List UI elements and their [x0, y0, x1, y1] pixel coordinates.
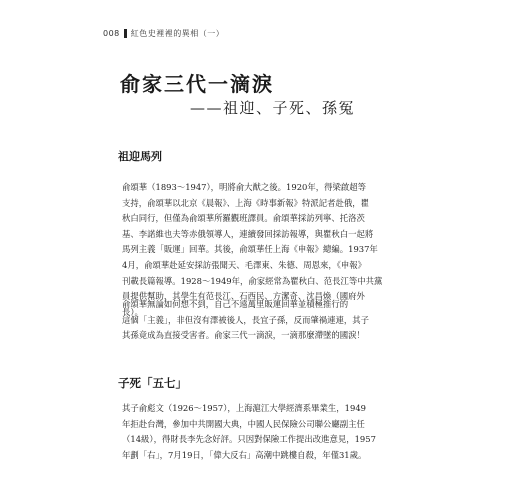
header-divider: [124, 29, 127, 38]
section-heading-2: 子死「五七」: [118, 376, 187, 390]
text-line: 其孫竟成為直接受害者。俞家三代一滴淚，一滴那麼滯墜的國淚！: [122, 330, 365, 341]
text-line: 員提供幫助，其學生有范長江、石西民、方潔奇、沈昌煥（國府外: [122, 291, 365, 302]
text-line: 馬列主義「販運」回華。其後，俞頌華任上海《申報》總編。1937年: [122, 244, 378, 255]
text-line: 秋白同行，但僅為俞頌華所羅觀班譯員。俞頌華採訪列寧、托洛茨: [122, 213, 365, 224]
text-line: 年拒赴台灣，參加中共開國大典，中國人民保險公司聯公廳副主任: [122, 418, 365, 429]
running-header: [103, 28, 224, 39]
text-line: （14級），得財長李先念好評。只因對保險工作提出改進意見，1957: [122, 434, 376, 445]
paragraph-2: [122, 297, 392, 344]
text-line: 其子俞彪文（1926～1957），上海滬江大學經濟系畢業生，1949: [122, 403, 366, 413]
text-line: 支持，俞頌華以北京《晨報》、上海《時事新報》特派記者赴俄，瞿: [122, 197, 370, 208]
text-line: 這個「主義」，非但沒有澤被後人，長宜子孫，反而肇禍連連，其子: [122, 314, 370, 325]
text-line: 俞頌華無論如何想不到，自己不遠萬里販運回華並積極推行的: [122, 299, 349, 309]
paragraph-3: [122, 401, 392, 463]
chapter-title: 俞家三代一滴淚: [120, 72, 274, 96]
text-line: 4月，俞頌華赴延安採訪張聞天、毛澤東、朱德、周恩來，《申報》: [122, 259, 367, 270]
text-line: 俞頌華（1893～1947），明將俞大猷之後。1920年，得梁啟超等: [122, 182, 366, 192]
page-number: 008: [103, 29, 120, 38]
text-line: 年劃「右」，7月19日，「偉大反右」高潮中跳樓自殺，年僅31歲。: [122, 449, 367, 460]
text-line: 刊載長篇報導。1928～1949年，俞家經常為瞿秋白、范長江等中共黨: [122, 275, 383, 286]
book-title: 紅色史裡裡的異相（一）: [130, 29, 225, 38]
text-line: 基、李諾維也夫等赤俄領導人，連續發回採訪報導，與瞿秋白一起將: [122, 228, 374, 239]
text-line: 長）。: [122, 306, 143, 317]
section-heading-1: 祖迎馬列: [118, 150, 162, 163]
chapter-subtitle: ——祖迎、子死、孫冤: [190, 99, 356, 117]
